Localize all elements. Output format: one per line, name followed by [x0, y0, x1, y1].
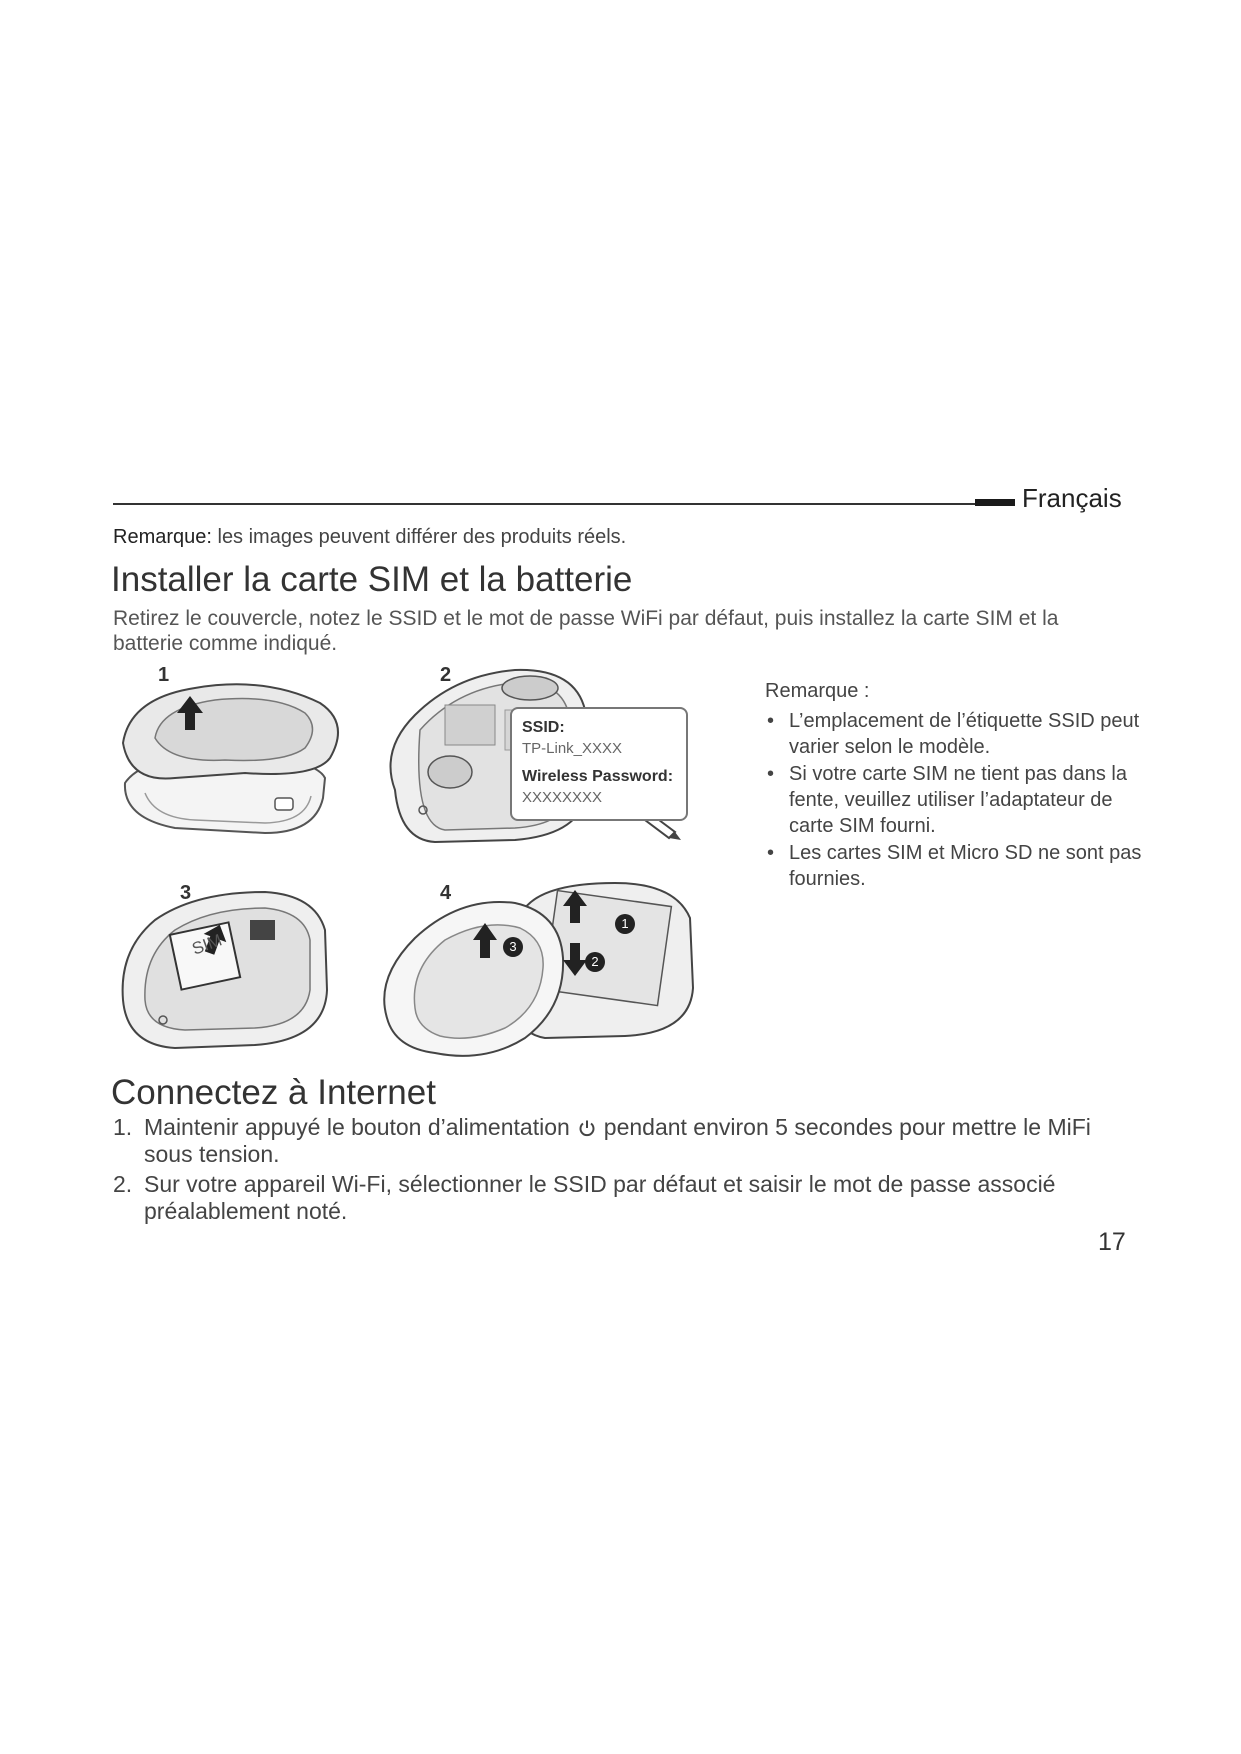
step-number-2: 2 [440, 664, 452, 686]
illustration-install-battery [375, 868, 700, 1058]
step-text: Sur votre appareil Wi-Fi, sélectionner le SSID par défaut et saisir le mot de passe associé préalablement noté. [144, 1171, 1056, 1224]
step-number-4: 4 [440, 882, 452, 904]
note-label: Remarque: [113, 526, 212, 548]
header-marker [975, 499, 1015, 506]
password-label: Wireless Password: [522, 768, 674, 785]
note-text: les images peuvent différer des produits réels. [211, 526, 627, 548]
connect-steps [113, 1114, 1123, 1228]
connect-step-1 [113, 1114, 1123, 1168]
step-index: 2. [113, 1171, 133, 1197]
page-number: 17 [1098, 1228, 1126, 1256]
section-title-connect: Connectez à Internet [111, 1073, 436, 1112]
remark-item: • L’emplacement de l’étiquette SSID peut varier selon le modèle. [765, 708, 1145, 760]
remark-item: • Les cartes SIM et Micro SD ne sont pas fournies. [765, 840, 1145, 892]
power-icon [578, 1119, 596, 1137]
header-rule [113, 503, 975, 505]
ssid-label: SSID: [522, 719, 565, 736]
illustration-insert-sim [115, 880, 335, 1055]
install-intro: Retirez le couvercle, notez le SSID et le mot de passe WiFi par défaut, puis installez la carte SIM et la batterie comme indiqué. [113, 607, 1059, 655]
illustration-remove-cover [115, 668, 355, 848]
step-index: 1. [113, 1114, 133, 1140]
ssid-label-card [510, 707, 688, 821]
callout-2: 2 [585, 952, 605, 972]
password-value: XXXXXXXX [522, 789, 603, 806]
sim-text: SIM [189, 930, 225, 959]
language-label: Français [1022, 483, 1122, 513]
step-number-3: 3 [180, 882, 192, 904]
remark-title: Remarque : [765, 680, 870, 702]
callout-1: 1 [615, 914, 635, 934]
ssid-value: TP-Link_XXXX [522, 740, 623, 757]
connect-step-2 [113, 1171, 1123, 1225]
step-number-1: 1 [158, 664, 170, 686]
callout-3: 3 [503, 937, 523, 957]
section-title-install: Installer la carte SIM et la batterie [111, 560, 633, 599]
step-text-after: pendant environ 5 secondes pour mettre le MiFi sous tension. [144, 1114, 1091, 1167]
remark-panel [765, 678, 1145, 893]
step-text-before: Maintenir appuyé le bouton d’alimentation [144, 1114, 570, 1140]
image-disclaimer [113, 526, 626, 549]
remark-list [765, 708, 1145, 892]
remark-item: • Si votre carte SIM ne tient pas dans la fente, veuillez utiliser l’adaptateur de carte SIM fourni. [765, 761, 1145, 839]
